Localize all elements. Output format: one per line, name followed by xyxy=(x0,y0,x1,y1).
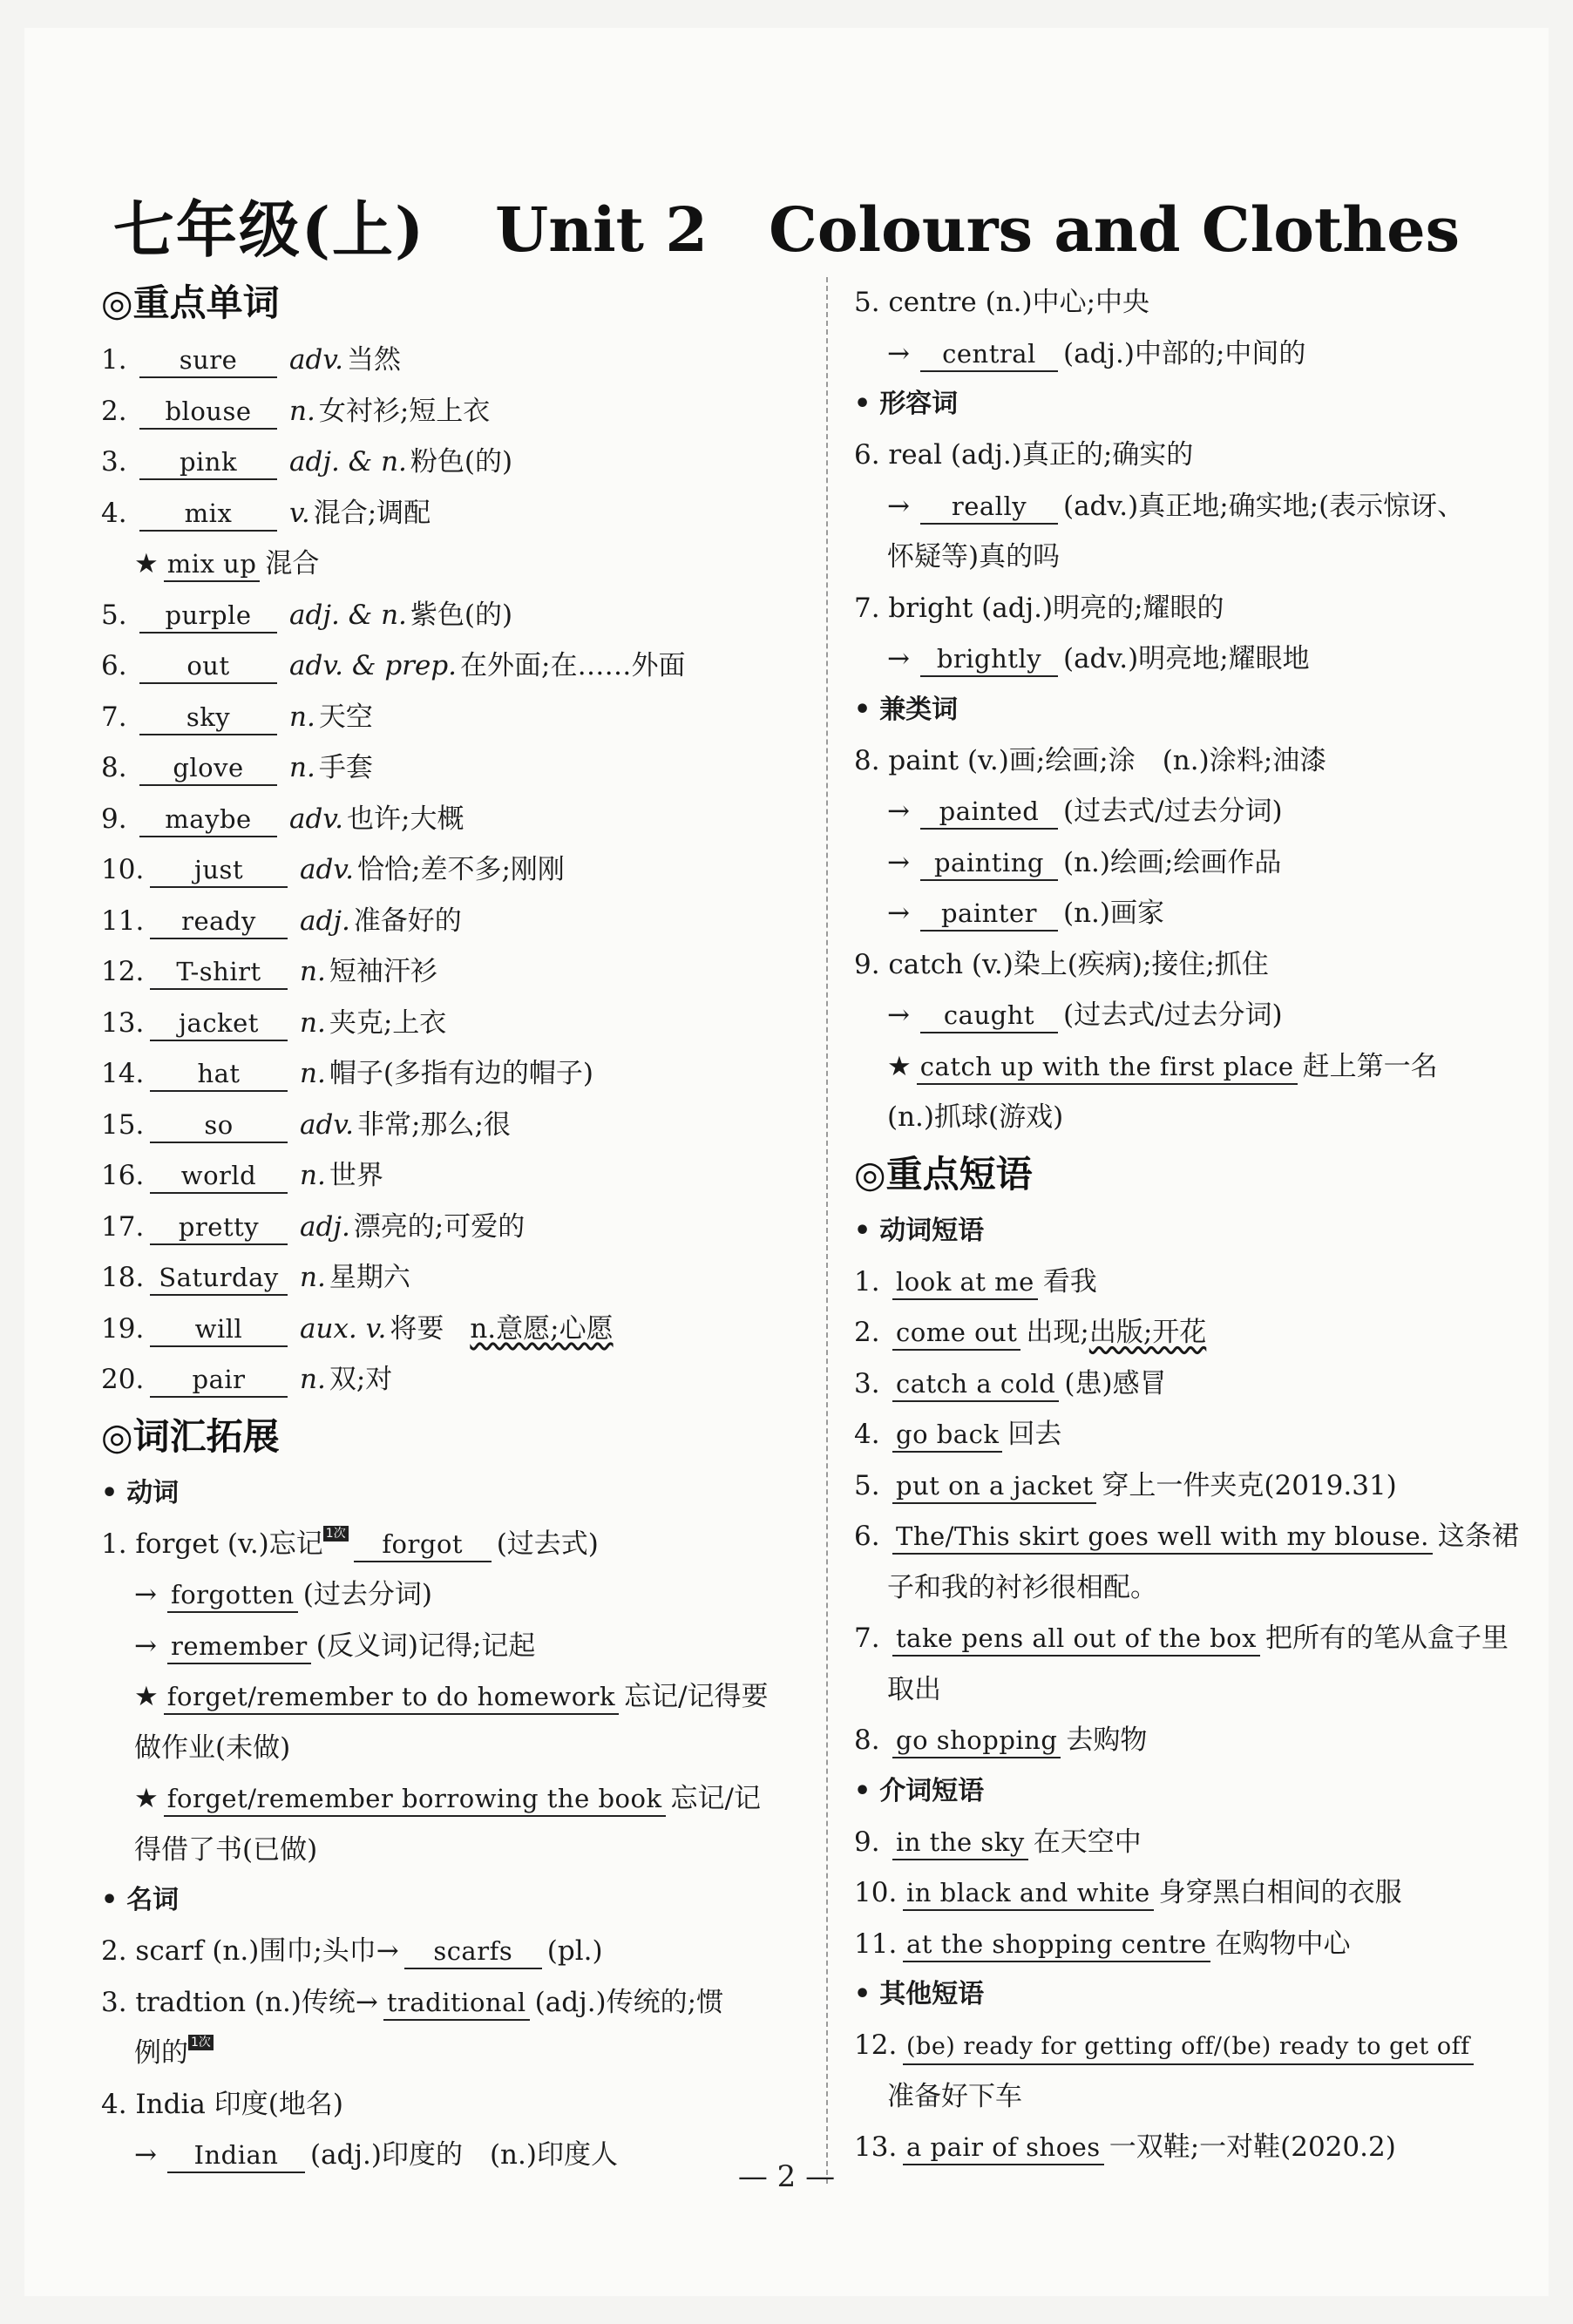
expand-row: 1. forget (v.)忘记 1次 forgot (过去式) xyxy=(101,1519,816,1570)
vocab-row: 7. sky n. 天空 xyxy=(101,692,816,743)
phrase-row: 1. look at me 看我 xyxy=(854,1257,1551,1308)
star-icon: ★ xyxy=(134,1681,159,1712)
title-unit: Unit 2 xyxy=(495,193,709,266)
star-icon: ★ xyxy=(887,1050,912,1082)
frequency-badge: 1次 xyxy=(323,1526,349,1541)
expand-row: → central (adj.)中部的;中间的 xyxy=(854,329,1551,380)
expand-row: 7. bright (adj.)明亮的;耀眼的 xyxy=(854,592,1224,624)
expand-row: → painting (n.)绘画;绘画作品 xyxy=(854,837,1551,889)
expand-star-row: ★ catch up with the first place 赶上第一名 xyxy=(854,1041,1551,1093)
arrow-icon: → xyxy=(887,796,910,827)
vocab-row: 9. maybe adv. 也许;大概 xyxy=(101,794,816,845)
phrase-cont-row: 准备好下车 xyxy=(887,2080,1022,2112)
expand-row: 3. tradtion (n.)传统→ traditional (adj.)传统的;惯 xyxy=(101,1977,816,2029)
subhead-other-phrases: • 其他短语 xyxy=(854,1969,1551,2020)
expand-star-row: ★ forget/remember borrowing the book 忘记/记 xyxy=(101,1773,816,1825)
right-column xyxy=(854,272,1551,2173)
vocab-row: 20. pair n. 双;对 xyxy=(101,1354,816,1406)
vocab-row: 2. blouse n. 女衬衫;短上衣 xyxy=(101,386,816,437)
expand-row: → really (adv.)真正地;确实地;(表示惊讶、 xyxy=(854,481,1551,532)
subhead-verb-phrases: • 动词短语 xyxy=(854,1206,1551,1257)
expand-row: → forgotten (过去分词) xyxy=(101,1569,816,1621)
phrase-row: 3. catch a cold (患)感冒 xyxy=(854,1358,1551,1410)
subhead-multi: • 兼类词 xyxy=(854,685,1551,735)
expand-row: → painter (n.)画家 xyxy=(854,888,1551,939)
title-grade: 七年级(上) xyxy=(112,193,426,266)
vocab-star-row: ★ mix up 混合 xyxy=(101,539,816,590)
phrase-row: 8. go shopping 去购物 xyxy=(854,1715,1551,1766)
vocab-row: 18. Saturday n. 星期六 xyxy=(101,1252,816,1304)
expand-star-row: ★ forget/remember to do homework 忘记/记得要 xyxy=(101,1671,816,1723)
left-column xyxy=(101,272,816,2181)
expand-row: 5. centre (n.)中心;中央 xyxy=(854,287,1150,318)
arrow-icon: → xyxy=(887,999,910,1031)
star-icon: ★ xyxy=(134,1783,159,1814)
vocab-row: 13. jacket n. 夹克;上衣 xyxy=(101,998,816,1049)
vocab-row: 11. ready adj. 准备好的 xyxy=(101,896,816,947)
vocab-row: 15. so adv. 非常;那么;很 xyxy=(101,1100,816,1151)
subhead-prep-phrases: • 介词短语 xyxy=(854,1766,1551,1817)
vocab-row: 3. pink adj. & n. 粉色(的) xyxy=(101,437,816,488)
expand-cont-row: 得借了书(已做) xyxy=(134,1833,318,1866)
phrase-row: 7. take pens all out of the box 把所有的笔从盒子里 xyxy=(854,1613,1551,1664)
arrow-icon: → xyxy=(887,490,910,522)
expand-row: 8. paint (v.)画;绘画;涂 (n.)涂料;油漆 xyxy=(854,744,1327,776)
page-number: — 2 — xyxy=(737,2159,836,2194)
phrase-row: 2. come out 出现;出版;开花 xyxy=(854,1307,1551,1358)
page-title xyxy=(0,181,1573,269)
arrow-icon: → xyxy=(134,1579,157,1610)
section-expand-heading: ◎词汇拓展 xyxy=(101,1414,280,1458)
expand-row: → remember (反义词)记得;记起 xyxy=(101,1621,816,1672)
phrase-row: 5. put on a jacket 穿上一件夹克(2019.31) xyxy=(854,1460,1551,1512)
expand-cont-row: 怀疑等)真的吗 xyxy=(887,541,1061,573)
section-vocab-heading: ◎重点单词 xyxy=(101,281,280,324)
expand-cont-row: (n.)抓球(游戏) xyxy=(887,1101,1064,1133)
phrase-row: 12. (be) ready for getting off/(be) ready to get off xyxy=(854,2020,1551,2071)
phrase-row: 11. at the shopping centre 在购物中心 xyxy=(854,1919,1551,1970)
vocab-row: 1. sure adv. 当然 xyxy=(101,335,816,386)
phrase-cont-row: 子和我的衬衫很相配。 xyxy=(887,1571,1157,1603)
expand-row: → caught (过去式/过去分词) xyxy=(854,990,1551,1041)
expand-row: 6. real (adj.)真正的;确实的 xyxy=(854,439,1194,471)
vocab-row: 4. mix v. 混合;调配 xyxy=(101,488,816,539)
arrow-icon: → xyxy=(887,643,910,674)
phrase-row: 13. a pair of shoes 一双鞋;一对鞋(2020.2) xyxy=(854,2122,1551,2173)
vocab-row: 5. purple adj. & n. 紫色(的) xyxy=(101,590,816,641)
arrow-icon: → xyxy=(134,2139,157,2171)
expand-row: → Indian (adj.)印度的 (n.)印度人 xyxy=(101,2130,816,2181)
phrase-row: 6. The/This skirt goes well with my blouse. 这条裙 xyxy=(854,1511,1551,1562)
expand-row: 9. catch (v.)染上(疾病);接住;抓住 xyxy=(854,948,1269,980)
vocab-row: 12. T-shirt n. 短袖汗衫 xyxy=(101,946,816,998)
subhead-noun: • 名词 xyxy=(101,1875,816,1926)
column-divider xyxy=(826,277,828,2184)
section-phrases-heading: ◎重点短语 xyxy=(854,1152,1033,1196)
expand-cont-row: 做作业(未做) xyxy=(134,1731,291,1764)
expand-cont-row: 例的 1次 xyxy=(101,2028,816,2079)
phrase-row: 4. go back 回去 xyxy=(854,1409,1551,1460)
phrase-row: 10. in black and white 身穿黑白相间的衣服 xyxy=(854,1867,1551,1919)
frequency-badge: 1次 xyxy=(188,2035,214,2050)
expand-row: 2. scarf (n.)围巾;头巾→ scarfs (pl.) xyxy=(101,1926,816,1977)
star-icon: ★ xyxy=(134,548,159,579)
arrow-icon: → xyxy=(134,1630,157,1662)
vocab-row: 6. out adv. & prep. 在外面;在……外面 xyxy=(101,640,816,692)
vocab-row: 10. just adv. 恰恰;差不多;刚刚 xyxy=(101,844,816,896)
vocab-row: 16. world n. 世界 xyxy=(101,1150,816,1202)
phrase-row: 9. in the sky 在天空中 xyxy=(854,1817,1551,1868)
phrase-cont-row: 取出 xyxy=(887,1673,941,1705)
vocab-row: 8. glove n. 手套 xyxy=(101,742,816,794)
arrow-icon: → xyxy=(887,846,910,878)
subhead-adj: • 形容词 xyxy=(854,379,1551,430)
expand-row: 4. India 印度(地名) xyxy=(101,2088,343,2120)
vocab-row: 17. pretty adj. 漂亮的;可爱的 xyxy=(101,1202,816,1253)
subhead-verb: • 动词 xyxy=(101,1468,816,1519)
arrow-icon: → xyxy=(887,337,910,369)
expand-row: → painted (过去式/过去分词) xyxy=(854,786,1551,837)
expand-row: → brightly (adv.)明亮地;耀眼地 xyxy=(854,634,1551,685)
vocab-row: 14. hat n. 帽子(多指有边的帽子) xyxy=(101,1048,816,1100)
arrow-icon: → xyxy=(887,898,910,929)
title-name: Colours and Clothes xyxy=(769,193,1461,266)
vocab-row: 19. will aux. v. 将要 n.意愿;心愿 xyxy=(101,1304,816,1355)
